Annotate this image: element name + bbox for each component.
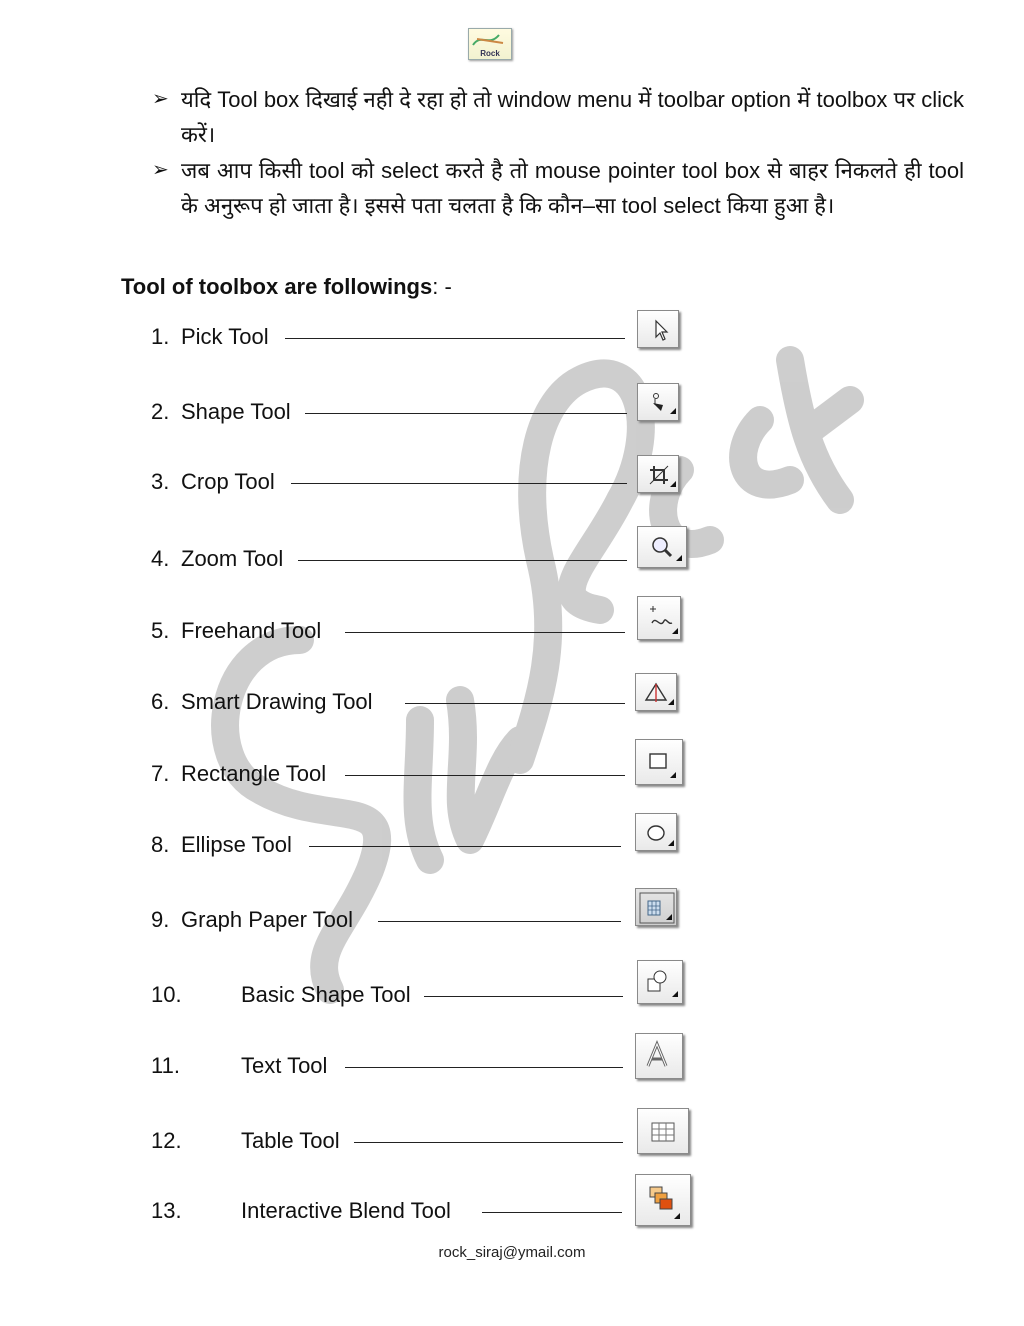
leader-line [291, 483, 627, 484]
logo-caption: Rock [480, 49, 500, 58]
tool-number: 6. [151, 689, 170, 714]
bullet-text: यदि Tool box दिखाई नही दे रहा हो तो window menu में toolbar option में toolbox पर click करें। [181, 87, 964, 147]
tool-name: Pick Tool [181, 324, 269, 349]
tool-row-smart-drawing [0, 683, 1024, 723]
leader-line [424, 996, 623, 997]
shape-icon[interactable] [637, 383, 679, 421]
tool-row-ellipse [0, 826, 1024, 866]
tool-row-pick [0, 318, 1024, 358]
tool-row-basic-shape [0, 976, 1024, 1016]
leader-line [305, 413, 627, 414]
tool-name: Zoom Tool [181, 546, 284, 571]
tool-row-shape [0, 393, 1024, 433]
tool-number: 10. [151, 982, 182, 1007]
leader-line [309, 846, 621, 847]
leader-line [482, 1212, 622, 1213]
tool-row-crop [0, 463, 1024, 503]
bullet-2 [152, 153, 964, 223]
leader-line [345, 1067, 623, 1068]
text-icon[interactable] [635, 1033, 683, 1079]
tool-name: Shape Tool [181, 399, 291, 424]
leader-line [298, 560, 627, 561]
arrow-bullet-icon: ➢ [152, 159, 169, 181]
smart-drawing-icon[interactable] [635, 673, 677, 711]
heading-bold: Tool of toolbox are followings [121, 274, 433, 299]
tool-name: Text Tool [241, 1053, 328, 1078]
tool-name: Interactive Blend Tool [241, 1198, 451, 1223]
tool-row-zoom [0, 540, 1024, 580]
leader-line [378, 921, 621, 922]
bullet-1 [152, 82, 964, 152]
freehand-icon[interactable] [637, 596, 681, 640]
tool-number: 7. [151, 761, 170, 786]
tool-number: 2. [151, 399, 170, 424]
tool-name: Crop Tool [181, 469, 275, 494]
tool-name: Table Tool [241, 1128, 340, 1153]
rectangle-icon[interactable] [635, 739, 683, 785]
tool-number: 11. [151, 1053, 180, 1078]
tool-name: Rectangle Tool [181, 761, 327, 786]
tool-number: 8. [151, 832, 170, 857]
tool-row-text [0, 1047, 1024, 1087]
tool-name: Freehand Tool [181, 618, 322, 643]
leader-line [345, 775, 625, 776]
leader-line [354, 1142, 623, 1143]
tool-number: 4. [151, 546, 170, 571]
heading-tail: : - [432, 274, 452, 299]
tool-number: 3. [151, 469, 170, 494]
ellipse-icon[interactable] [635, 813, 677, 851]
tool-number: 1. [151, 324, 170, 349]
interactive-blend-icon[interactable] [635, 1174, 691, 1226]
logo-figure-icon [469, 29, 511, 51]
table-icon[interactable] [637, 1108, 689, 1154]
graph-paper-icon[interactable] [635, 888, 677, 926]
bullet-text: जब आप किसी tool को select करते है तो mouse pointer tool box से बाहर निकलते ही tool के अनुरूप हो जाता है। इससे पता चलता है कि कौन–सा tool select किया हुआ है। [181, 158, 964, 218]
pick-icon[interactable] [637, 310, 679, 348]
tool-number: 13. [151, 1198, 182, 1223]
tool-row-rectangle [0, 755, 1024, 795]
leader-line [405, 703, 625, 704]
tool-name: Ellipse Tool [181, 832, 292, 857]
tool-row-graph-paper [0, 901, 1024, 941]
leader-line [285, 338, 625, 339]
tool-name: Smart Drawing Tool [181, 689, 373, 714]
tool-row-interactive-blend [0, 1192, 1024, 1232]
tool-number: 12. [151, 1128, 182, 1153]
logo-badge [468, 28, 512, 60]
tool-name: Graph Paper Tool [181, 907, 354, 932]
tool-number: 9. [151, 907, 170, 932]
tool-name: Basic Shape Tool [241, 982, 411, 1007]
tool-row-freehand [0, 612, 1024, 652]
footer-email: rock_siraj@ymail.com [438, 1244, 586, 1261]
crop-icon[interactable] [637, 455, 679, 493]
basic-shape-icon[interactable] [637, 960, 683, 1004]
arrow-bullet-icon: ➢ [152, 88, 169, 110]
section-heading [121, 274, 452, 300]
tool-row-table [0, 1122, 1024, 1162]
leader-line [345, 632, 625, 633]
tool-number: 5. [151, 618, 170, 643]
zoom-icon[interactable] [637, 526, 687, 568]
